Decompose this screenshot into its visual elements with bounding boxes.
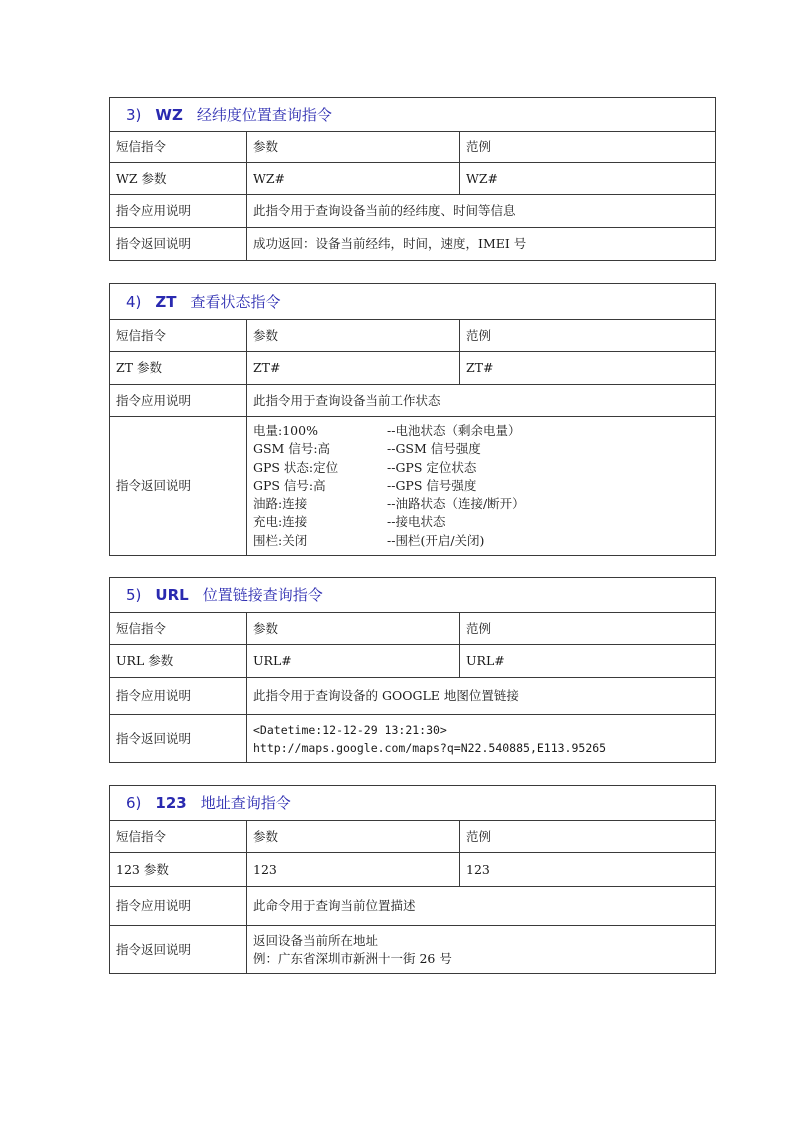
status-desc: --油路状态（连接/断开） <box>387 496 525 512</box>
status-desc: --电池状态（剩余电量） <box>387 423 521 439</box>
header-sms: 短信指令 <box>110 613 247 645</box>
usage-label: 指令应用说明 <box>110 385 247 417</box>
section-number: 5) <box>126 586 142 604</box>
return-label: 指令返回说明 <box>110 926 247 974</box>
return-datetime: <Datetime:12-12-29 13:21:30> <box>253 722 447 737</box>
header-example: 范例 <box>460 132 716 163</box>
section-title: 地址查询指令 <box>200 794 291 812</box>
return-label: 指令返回说明 <box>110 715 247 763</box>
status-item <box>253 495 709 513</box>
return-label: 指令返回说明 <box>110 228 247 261</box>
header-example: 范例 <box>460 821 716 853</box>
status-desc: --接电状态 <box>387 514 446 530</box>
section-title: 位置链接查询指令 <box>202 586 323 604</box>
command-code: WZ <box>155 105 183 124</box>
usage-text: 此指令用于查询设备当前工作状态 <box>247 385 716 417</box>
section-url <box>109 577 715 763</box>
header-sms: 短信指令 <box>110 132 247 163</box>
section-heading <box>110 284 716 320</box>
status-item <box>253 513 709 531</box>
command-code: 123 <box>155 794 187 812</box>
command-table-url <box>109 577 716 763</box>
return-line: 成功返回：设备当前经纬，时间，速度，IMEI 号 <box>253 236 527 251</box>
status-key: GPS 信号:高 <box>253 477 326 493</box>
usage-label: 指令应用说明 <box>110 887 247 926</box>
example-value: WZ# <box>460 163 716 195</box>
status-key: GSM 信号:高 <box>253 441 331 457</box>
param-row-label: WZ 参数 <box>110 163 247 195</box>
return-line: 返回设备当前所在地址 <box>253 932 379 948</box>
usage-text: 此指令用于查询设备当前的经纬度、时间等信息 <box>247 195 716 228</box>
param-value: 123 <box>247 853 460 887</box>
header-param: 参数 <box>247 132 460 163</box>
status-item <box>253 477 709 495</box>
section-heading <box>110 98 716 132</box>
section-title: 经纬度位置查询指令 <box>196 105 332 124</box>
status-key: 充电:连接 <box>253 514 308 530</box>
section-zt <box>109 283 715 556</box>
header-example: 范例 <box>460 320 716 352</box>
return-text <box>247 926 716 974</box>
section-heading <box>110 578 716 613</box>
command-code: ZT <box>155 292 177 311</box>
status-item <box>253 459 709 477</box>
section-title: 查看状态指令 <box>190 292 281 311</box>
header-sms: 短信指令 <box>110 821 247 853</box>
example-value: ZT# <box>460 352 716 385</box>
status-desc: --GSM 信号强度 <box>387 441 481 457</box>
section-number: 6) <box>126 794 142 812</box>
command-code: URL <box>155 586 189 604</box>
header-param: 参数 <box>247 821 460 853</box>
example-value: 123 <box>460 853 716 887</box>
section-number: 4) <box>126 292 142 311</box>
header-param: 参数 <box>247 320 460 352</box>
param-row-label: ZT 参数 <box>110 352 247 385</box>
status-key: 电量:100% <box>253 423 318 439</box>
usage-label: 指令应用说明 <box>110 678 247 715</box>
param-value: ZT# <box>247 352 460 385</box>
status-list <box>247 417 716 556</box>
status-desc: --GPS 信号强度 <box>387 477 477 493</box>
status-desc: --围栏(开启/关闭) <box>387 532 485 548</box>
return-example: 例：广东省深圳市新洲十一街 26 号 <box>253 950 452 966</box>
status-item <box>253 422 709 440</box>
status-item <box>253 532 709 550</box>
usage-text: 此命令用于查询当前位置描述 <box>247 887 716 926</box>
section-wz <box>109 97 715 261</box>
header-example: 范例 <box>460 613 716 645</box>
status-desc: --GPS 定位状态 <box>387 459 477 475</box>
param-row-label: 123 参数 <box>110 853 247 887</box>
section-123 <box>109 785 715 974</box>
command-table-123 <box>109 785 716 974</box>
status-key: GPS 状态:定位 <box>253 459 339 475</box>
status-item <box>253 440 709 458</box>
return-label: 指令返回说明 <box>110 417 247 556</box>
command-table-wz <box>109 97 716 261</box>
usage-label: 指令应用说明 <box>110 195 247 228</box>
usage-text: 此指令用于查询设备的 GOOGLE 地图位置链接 <box>247 678 716 715</box>
command-table-zt <box>109 283 716 556</box>
return-map-link: http://maps.google.com/maps?q=N22.540885,E113.95265 <box>253 740 607 755</box>
status-key: 油路:连接 <box>253 496 308 512</box>
param-value: WZ# <box>247 163 460 195</box>
status-key: 围栏:关闭 <box>253 532 308 548</box>
param-row-label: URL 参数 <box>110 645 247 678</box>
section-number: 3) <box>126 105 142 124</box>
return-text <box>247 715 716 763</box>
example-value: URL# <box>460 645 716 678</box>
header-sms: 短信指令 <box>110 320 247 352</box>
return-text <box>247 228 716 261</box>
param-value: URL# <box>247 645 460 678</box>
header-param: 参数 <box>247 613 460 645</box>
section-heading <box>110 786 716 821</box>
